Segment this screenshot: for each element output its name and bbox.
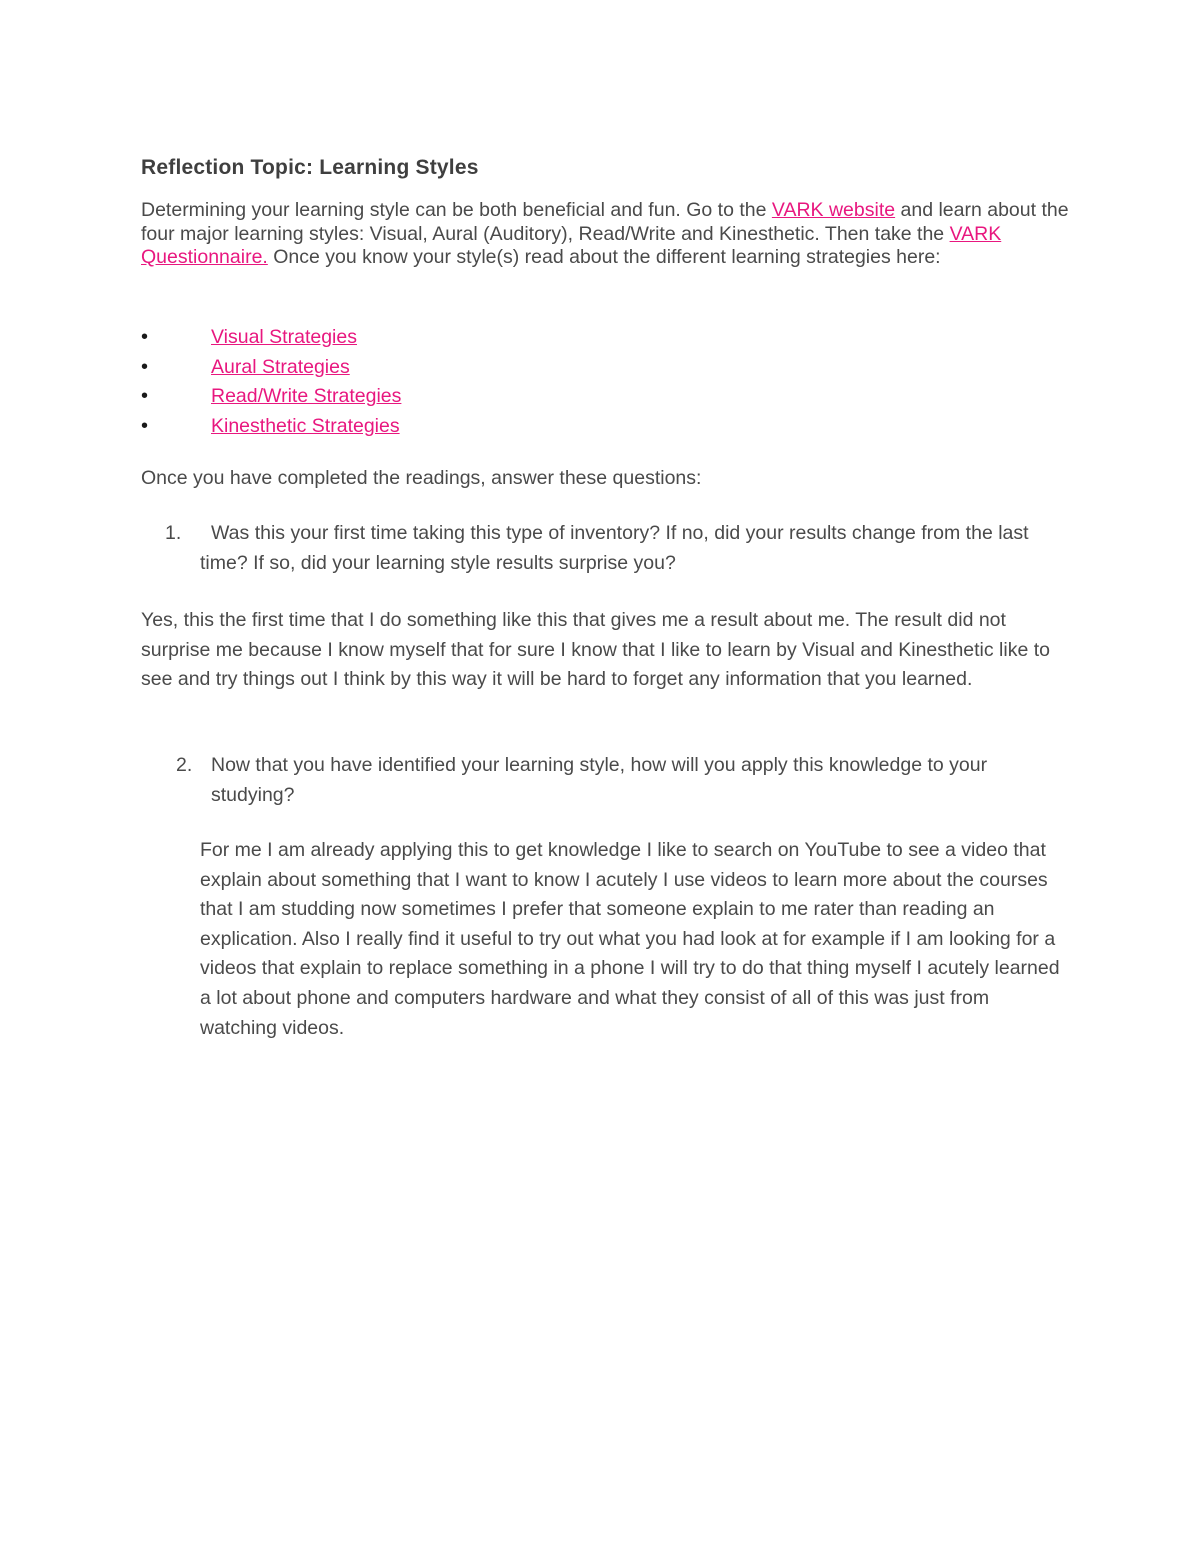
list-item: [141, 411, 841, 441]
bullet-icon: •: [141, 415, 149, 438]
bullet-icon: •: [141, 326, 149, 348]
question-text: Now that you have identified your learning style, how will you apply this knowledge to your studying?: [211, 754, 988, 806]
strategies-list: [141, 322, 841, 441]
intro-text-1: Determining your learning style can be both beneficial and fun. Go to the: [141, 199, 772, 221]
intro-paragraph: [141, 199, 1071, 270]
bullet-icon: •: [141, 385, 149, 408]
list-item: [141, 381, 841, 411]
read-write-strategies-link[interactable]: Read/Write Strategies: [211, 385, 402, 408]
questions-prompt: Once you have completed the readings, answer these questions:: [141, 467, 702, 489]
question-number: 2.: [176, 754, 193, 776]
vark-questionnaire-link[interactable]: VARK Questionnaire.: [141, 222, 1002, 268]
vark-website-link[interactable]: VARK website: [771, 199, 896, 221]
answer-2: For me I am already applying this to get knowledge I like to search on YouTube to see a video that explain about something that I want to know I acutely I use videos to learn more about the courses that I am studding now sometimes I prefer that someone explain to me rater than reading an explication. Also I really find it useful to try out what you had look at for example if I am looking for a videos that explain to replace something in a phone I will try to do that thing myself I acutely learned a lot about phone and computers hardware and what they consist of all of this was just from watching videos.: [200, 839, 1060, 1039]
list-item: [141, 352, 841, 382]
visual-strategies-link[interactable]: Visual Strategies: [211, 326, 357, 348]
bullet-icon: •: [141, 355, 149, 378]
question-text: Was this your first time taking this type of inventory? If no, did your results change from the last time? If so, did your learning style results surprise you?: [200, 522, 1029, 574]
page-title: Reflection Topic: Learning Styles: [141, 156, 479, 179]
aural-strategies-link[interactable]: Aural Strategies: [211, 355, 350, 378]
intro-text-3: Once you know your style(s) read about the different learning strategies here:: [267, 246, 941, 268]
intro-text-2: and learn about the four major learning styles: Visual, Aural (Auditory), Read/Write and Kinesthetic. Then take the: [141, 199, 1069, 245]
answer-1: Yes, this the first time that I do something like this that gives me a result about me. The result did not surprise me because I know myself that for sure I know that I like to learn by Visual and Kinesthetic like to see and try things out I think by this way it will be hard to forget any information that you learned.: [141, 609, 1050, 690]
question-number: 1.: [165, 522, 182, 544]
list-item: [141, 322, 841, 352]
kinesthetic-strategies-link[interactable]: Kinesthetic Strategies: [211, 415, 400, 438]
